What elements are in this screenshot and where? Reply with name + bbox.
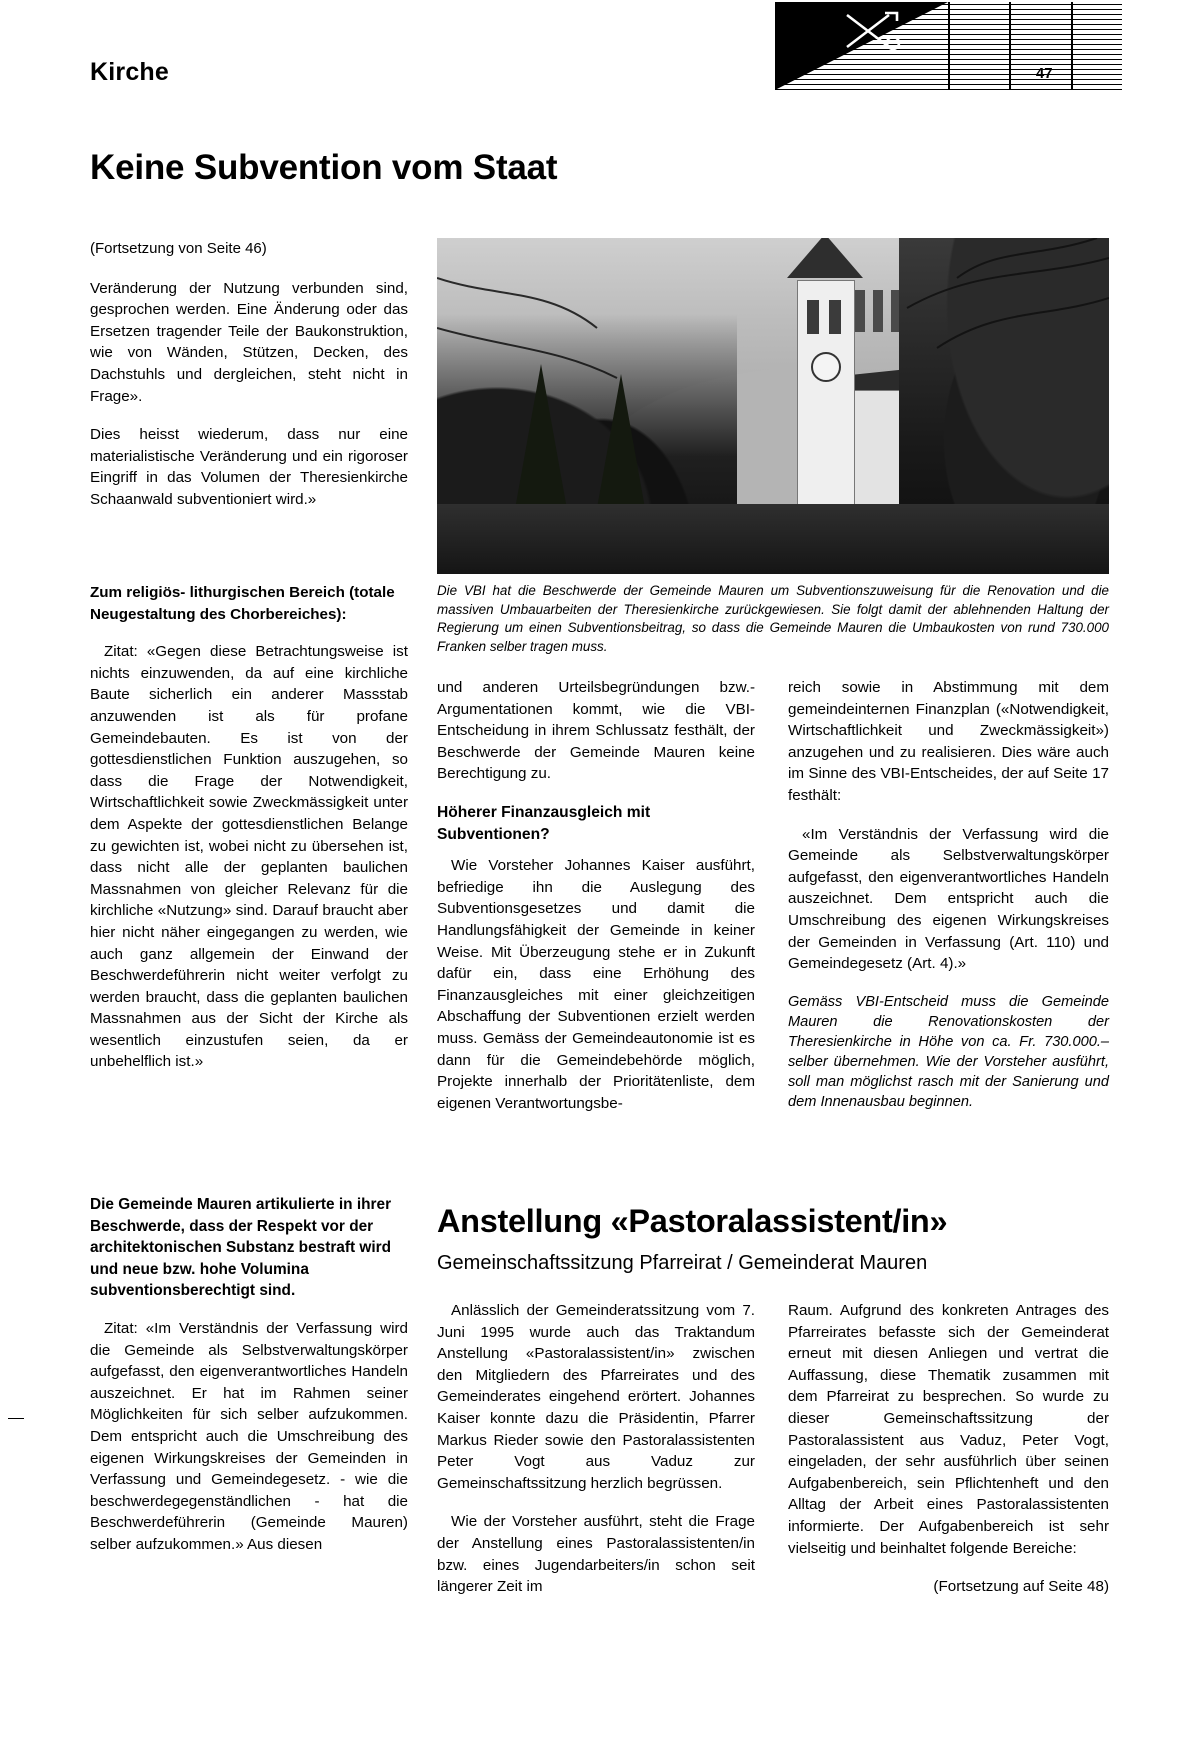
paragraph: reich sowie in Abstimmung mit dem gemeindeinternen Finanzplan («Notwendigkeit, Wirtschaftlichkeit und Zweckmässigkeit») anzugehen und zu realisieren. Dies wäre auch im Sinne des VBI-Entscheides, der auf Seite 17 festhält: [788, 679, 1109, 804]
header-bar-cell-2 [948, 2, 1009, 90]
left-column-middle [90, 582, 408, 1073]
paragraph: Veränderung der Nutzung verbunden sind, gesprochen werden. Eine Änderung oder das Ersetzen tragender Teile der Baukonstruktion, wie von Wänden, Stützen, Decken, des Dachstuhls und dergleichen, steht nicht in Frage». [90, 279, 408, 405]
left-column-body [90, 641, 408, 1073]
left-column-top [90, 238, 408, 528]
header-bar-cell-page [1009, 2, 1070, 90]
section-title: Kirche [90, 58, 170, 86]
second-article-title: Anstellung «Pastoralassistent/in» [437, 1203, 948, 1239]
second-article-middle-column [437, 1300, 755, 1598]
left-column-lower [90, 1194, 408, 1556]
continuation-note: (Fortsetzung von Seite 46) [90, 240, 267, 257]
paragraph: Anlässlich der Gemeinderatssitzung vom 7. Juni 1995 wurde auch das Traktandum Anstellung «Pastoralassistent/in» zwischen den Mitgliedern des Pfarreirates und des Gemeinderates eingehend erörtert. Johannes Kaiser konnte dazu die Präsidentin, Pfarrer Markus Rieder sowie den Pastoralassistenten Peter Vogt aus Vaduz zur Gemeinschaftssitzung herzlich begrüssen. [437, 1302, 755, 1492]
paragraph: «Im Verständnis der Verfassung wird die Gemeinde als Selbstverwaltungskörper aufgefasst, den eigenverantwortliches Handeln auszeichnet. Dem entspricht auch die Umschreibung des eigenen Wirkungskreises der Gemeinden in Verfassung (Art. 110) und Gemeindegesetz (Art. 4).» [788, 825, 1109, 973]
page-number: 47 [1035, 65, 1053, 82]
right-column-upper [788, 677, 1109, 1112]
photo-caption: Die VBI hat die Beschwerde der Gemeinde Mauren um Subventionszuweisung für die Renovation und die massiven Umbauarbeiten der Theresienkirche zurückgewiesen. Sie folgt damit der ablehnenden Haltung der Regierung um einen Subventionsbeitrag, so dass die Gemeinde Mauren die Umbaukosten von rund 730.000 Franken selber tragen muss. [437, 583, 1109, 654]
subheading-finanzausgleich: Höherer Finanzausgleich mit Subventionen? [437, 803, 651, 843]
paragraph: Zitat: «Im Verständnis der Verfassung wird die Gemeinde als Selbstverwaltungskörper aufgefasst, den eigenverantwortliches Handeln auszeichnet. Er hat im Rahmen seiner Möglichkeiten für sich selber aufzukommen. Dem entspricht auch die Umschreibung des eigenen Wirkungskreises der Gemeinden in Verfassung und Gemeindegesetz. - wie die beschwerdegegenständlichen - hat die Beschwerdeführerin (Gemeinde Mauren) selber aufzukommen.» Aus diesen [90, 1319, 408, 1553]
header-bar-cell-logo [775, 2, 948, 90]
header-decorative-bar [775, 2, 1122, 90]
photo-church-theresienkirche [437, 238, 1109, 574]
photo-branches-overlay [437, 238, 1109, 574]
second-article-subtitle: Gemeinschaftssitzung Pfarreirat / Gemeinderat Mauren [437, 1252, 928, 1274]
continuation-note-bottom: (Fortsetzung auf Seite 48) [933, 1578, 1109, 1596]
second-article-right-column [788, 1300, 1109, 1598]
left-column-lower-heading: Die Gemeinde Mauren artikulierte in ihrer Beschwerde, dass der Respekt vor der architektonischen Substanz bestraft wird und neue bzw. hohe Volumina subventionsberechtigt sind. [90, 1196, 392, 1300]
article-title: Keine Subvention vom Staat [90, 148, 558, 187]
right-column-italic-note: Gemäss VBI-Entscheid muss die Gemeinde Mauren die Renovationskosten der Theresienkirche in Höhe von ca. Fr. 730.000.– selber übernehmen. Wie der Vorsteher ausführt, soll man möglichst rasch mit der Sanierung und dem Innenausbau beginnen. [788, 993, 1109, 1110]
paragraph: Zitat: «Gegen diese Betrachtungsweise ist nichts einzuwenden, da auf eine kirchliche Baute sicherlich ein anderer Massstab anzuwenden ist als für profane Gemeindebauten. Es ist von der gottesdienstlichen Funktion auszugehen, so dass die Frage der Notwendigkeit, Wirtschaftlichkeit sowie Zweckmässigkeit unter dem Aspekte der gottesdienstlichen Belange zu gewichten ist, wobei nicht zu übersehen ist, dass nicht alle der geplanten baulichen Massnahmen von gleicher Relevanz für die kirchliche «Nutzung» sind. Darauf braucht aber hier nicht näher eingegangen zu werden, wie auch ganz allgemein der Einwand der Beschwerdeführerin nicht weiter verfolgt zu werden braucht, dass die geplanten baulichen Massnahmen aus der Sicht der Kirche als wesentlich einzustufen seien, da er unbehelflich ist.» [90, 643, 408, 1071]
paragraph: Wie der Vorsteher ausführt, steht die Frage der Anstellung eines Pastoralassistenten/in bzw. eines Jugendarbeiters/in schon seit längerer Zeit im [437, 1513, 755, 1596]
paragraph: Wie Vorsteher Johannes Kaiser ausführt, befriedige ihn die Auslegung des Subventionsgesetzes und damit die Handlungsfähigkeit der Gemeinde in keiner Weise. Mit Überzeugung stehe er in Zukunft dafür ein, dass eine Erhöhung des Finanzausgleiches mit einer gleichzeitigen Abschaffung der Subventionen erzielt werden muss. Gemäss der Gemeindeautonomie ist es dann für die Gemeindebehörde möglich, Projekte innerhalb der Prioritätenliste, dem eigenen Verantwortungsbe- [437, 857, 755, 1112]
paragraph: Raum. Aufgrund des konkreten Antrages des Pfarreirates befasste sich der Gemeinderat erneut mit diesen Anliegen und vertrat die Auffassung, diese Thematik zusammen mit dem Pfarreirat zu besprechen. So wurde zu dieser Gemeinschaftssitzung der Pastoralassistent aus Vaduz, Peter Vogt, eingeladen, der sehr ausführlich über seinen Aufgabenbereich, sein Pflichtenheft und den Alltag der Arbeit eines Pastoralassistenten informierte. Der Aufgabenbereich ist sehr vielseitig und beinhaltet folgende Bereiche: [788, 1302, 1109, 1557]
paragraph: und anderen Urteilsbegründungen bzw.- Argumentationen kommt, wie die VBI-Entscheidung in ihrem Schlussatz festhält, der Beschwerde der Gemeinde Mauren keine Berechtigung zu. [437, 679, 755, 783]
left-column-heading: Zum religiös- lithurgischen Bereich (totale Neugestaltung des Chorbereiches): [90, 584, 395, 623]
header-bar-cell-4 [1071, 2, 1122, 90]
crop-mark [8, 1418, 24, 1419]
paragraph: Dies heisst wiederum, dass nur eine materialistische Veränderung und ein rigoroser Eingriff in das Volumen der Theresienkirche Schaanwald subventioniert wird.» [90, 426, 408, 508]
article-photo [437, 238, 1109, 574]
page-header [0, 0, 1200, 110]
left-column-lower-body [90, 1318, 408, 1556]
middle-column-upper [437, 677, 755, 1114]
crossed-keys-sword-icon [841, 9, 905, 53]
